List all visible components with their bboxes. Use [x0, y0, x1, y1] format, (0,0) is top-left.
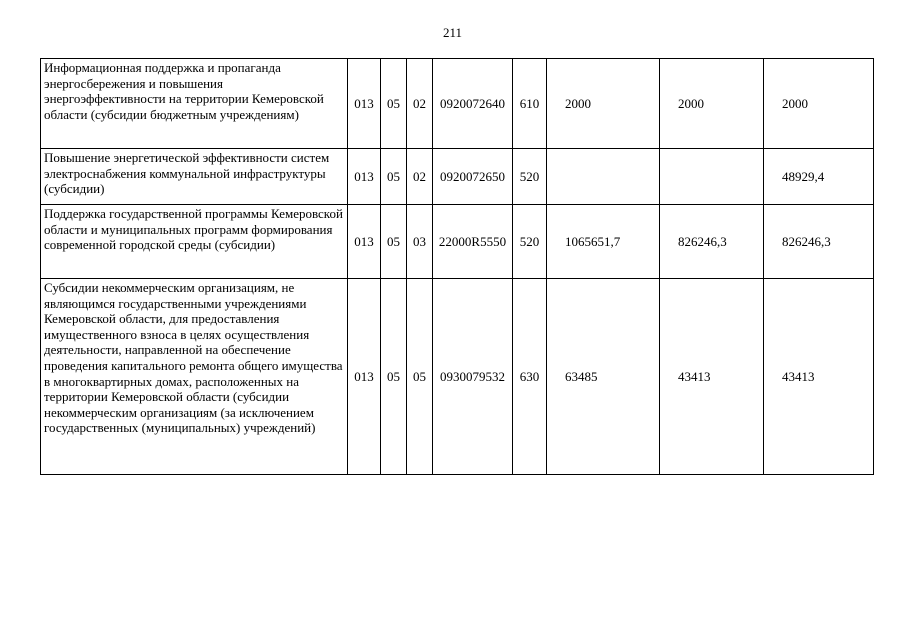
- section-code: 05: [381, 149, 407, 205]
- amount-year-3: 2000: [764, 59, 874, 149]
- amount-year-1: 1065651,7: [547, 205, 660, 279]
- ministry-code: 013: [348, 149, 381, 205]
- budget-table: [40, 58, 874, 475]
- table-row: [41, 279, 874, 475]
- subsection-code: 02: [407, 59, 433, 149]
- amount-year-1: [547, 149, 660, 205]
- subsection-code: 05: [407, 279, 433, 475]
- amount-year-1: 2000: [547, 59, 660, 149]
- ministry-code: 013: [348, 59, 381, 149]
- expense-type-code: 520: [513, 149, 547, 205]
- table-row: [41, 149, 874, 205]
- table-row: [41, 59, 874, 149]
- target-article-code: 0920072650: [433, 149, 513, 205]
- amount-year-2: 43413: [660, 279, 764, 475]
- subsection-code: 03: [407, 205, 433, 279]
- row-description: Информационная поддержка и пропаганда энергосбережения и повышения энергоэффективности на территории Кемеровской области (субсидии бюджетным учреждениям): [41, 59, 348, 149]
- ministry-code: 013: [348, 205, 381, 279]
- section-code: 05: [381, 59, 407, 149]
- section-code: 05: [381, 205, 407, 279]
- amount-year-2: 826246,3: [660, 205, 764, 279]
- expense-type-code: 630: [513, 279, 547, 475]
- row-description: Субсидии некоммерческим организациям, не являющимся государственными учреждениями Кемеровской области, для предоставления имущественного взноса в целях осуществления деятельности, направленной на обеспечение проведения капитального ремонта общего имущества в многоквартирных домах, расположенных на территории Кемеровской области (субсидии некоммерческим организациям (за исключением государственных (муниципальных) учреждений): [41, 279, 348, 475]
- amount-year-1: 63485: [547, 279, 660, 475]
- amount-year-2: 2000: [660, 59, 764, 149]
- table-row: [41, 205, 874, 279]
- subsection-code: 02: [407, 149, 433, 205]
- page-number: 211: [442, 25, 463, 40]
- section-code: 05: [381, 279, 407, 475]
- amount-year-3: 826246,3: [764, 205, 874, 279]
- target-article-code: 0930079532: [433, 279, 513, 475]
- amount-year-3: 48929,4: [764, 149, 874, 205]
- expense-type-code: 610: [513, 59, 547, 149]
- ministry-code: 013: [348, 279, 381, 475]
- expense-type-code: 520: [513, 205, 547, 279]
- amount-year-2: [660, 149, 764, 205]
- row-description: Повышение энергетической эффективности систем электроснабжения коммунальной инфраструктуры (субсидии): [41, 149, 348, 205]
- row-description: Поддержка государственной программы Кемеровской области и муниципальных программ формирования современной городской среды (субсидии): [41, 205, 348, 279]
- target-article-code: 22000R5550: [433, 205, 513, 279]
- amount-year-3: 43413: [764, 279, 874, 475]
- target-article-code: 0920072640: [433, 59, 513, 149]
